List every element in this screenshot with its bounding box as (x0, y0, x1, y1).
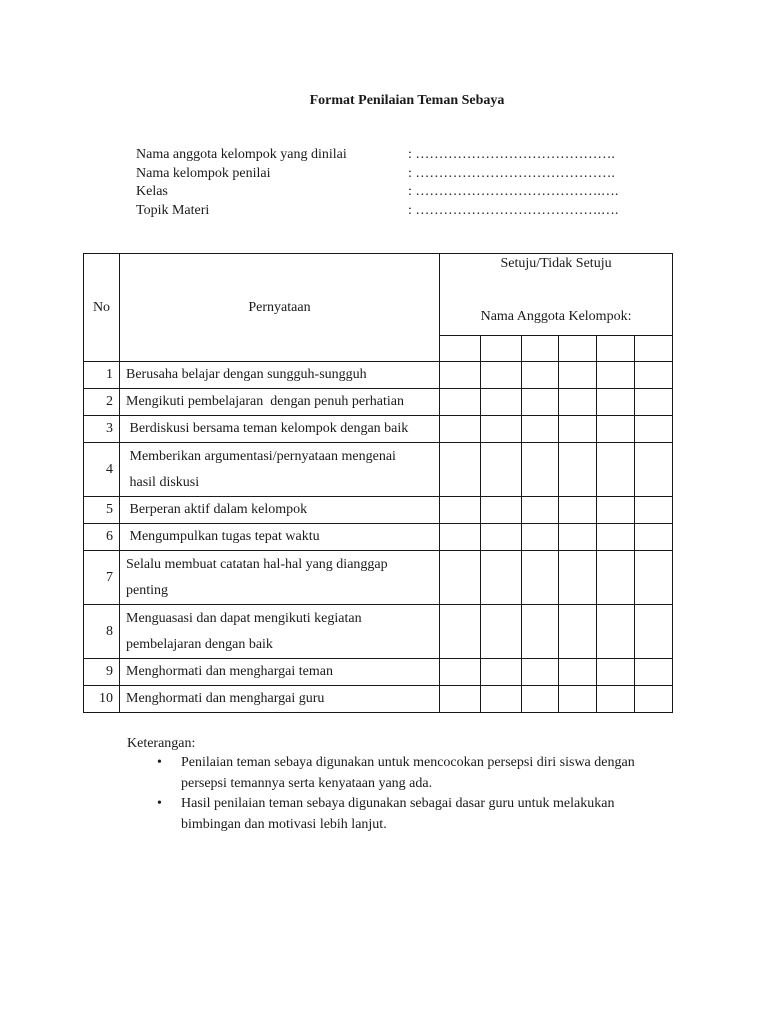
table-row (84, 659, 673, 686)
table-row (84, 497, 673, 524)
rating-cell[interactable] (440, 524, 481, 551)
rating-cell[interactable] (597, 497, 635, 524)
rating-cell[interactable] (559, 524, 597, 551)
rating-cell[interactable] (635, 416, 673, 443)
row-number: 5 (84, 497, 120, 524)
row-number: 1 (84, 362, 120, 389)
table-header-row (84, 254, 673, 336)
notes-title: Keterangan: (127, 736, 196, 751)
rating-cell[interactable] (635, 524, 673, 551)
rating-cell[interactable] (481, 659, 522, 686)
rating-cell[interactable] (481, 686, 522, 713)
note-line: persepsi temannya serta kenyataan yang ada. (181, 775, 433, 791)
statement-line: Berperan aktif dalam kelompok (126, 502, 308, 517)
notes-list (127, 753, 687, 835)
rating-cell[interactable] (559, 497, 597, 524)
statement-line: Menguasasi dan dapat mengikuti kegiatan (126, 610, 362, 626)
rating-cell[interactable] (635, 605, 673, 659)
list-item (127, 794, 687, 835)
statement-cell (120, 524, 440, 551)
header-members-label: Nama Anggota Kelompok: (480, 309, 632, 324)
row-number: 6 (84, 524, 120, 551)
row-number: 9 (84, 659, 120, 686)
member-column-4[interactable] (559, 336, 597, 362)
rating-cell[interactable] (597, 416, 635, 443)
table-row (84, 605, 673, 659)
note-line: bimbingan dan motivasi lebih lanjut. (181, 816, 387, 832)
rating-cell[interactable] (522, 659, 559, 686)
rating-cell[interactable] (559, 443, 597, 497)
document-title: Format Penilaian Teman Sebaya (309, 93, 505, 108)
statement-line: Memberikan argumentasi/pernyataan mengenai (126, 448, 396, 464)
assessment-table (83, 253, 673, 713)
member-column-5[interactable] (597, 336, 635, 362)
statement-cell (120, 389, 440, 416)
rating-cell[interactable] (559, 551, 597, 605)
note-line: Penilaian teman sebaya digunakan untuk mencocokan persepsi diri siswa dengan (181, 755, 635, 770)
table-row (84, 551, 673, 605)
rating-cell[interactable] (522, 524, 559, 551)
rating-cell[interactable] (440, 362, 481, 389)
statement-line: Menghormati dan menghargai teman (126, 664, 333, 679)
note-line: Hasil penilaian teman sebaya digunakan sebagai dasar guru untuk melakukan (181, 796, 615, 811)
member-column-6[interactable] (635, 336, 673, 362)
info-blank: : ……………………………………. (408, 165, 615, 181)
statement-cell (120, 443, 440, 497)
rating-cell[interactable] (635, 443, 673, 497)
rating-cell[interactable] (635, 362, 673, 389)
rating-cell[interactable] (597, 524, 635, 551)
rating-cell[interactable] (522, 416, 559, 443)
info-blank: : ……………………………………. (408, 147, 615, 162)
rating-cell[interactable] (440, 416, 481, 443)
statement-line: Berdiskusi bersama teman kelompok dengan baik (126, 421, 409, 436)
row-number: 2 (84, 389, 120, 416)
info-blank: : ………………………………….…. (408, 184, 619, 199)
rating-cell[interactable] (440, 605, 481, 659)
rating-cell[interactable] (597, 659, 635, 686)
rating-cell[interactable] (481, 416, 522, 443)
statement-cell (120, 659, 440, 686)
rating-cell[interactable] (597, 443, 635, 497)
header-agree (440, 254, 673, 336)
row-number: 7 (84, 551, 120, 605)
rating-cell[interactable] (597, 362, 635, 389)
rating-cell[interactable] (597, 389, 635, 416)
rating-cell[interactable] (522, 443, 559, 497)
table-row (84, 362, 673, 389)
table-row (84, 524, 673, 551)
statement-line: Mengikuti pembelajaran dengan penuh perhatian (126, 394, 404, 409)
statement-line: Selalu membuat catatan hal-hal yang dianggap (126, 556, 388, 572)
rating-cell[interactable] (522, 497, 559, 524)
rating-cell[interactable] (481, 497, 522, 524)
rating-cell[interactable] (481, 605, 522, 659)
row-number: 10 (84, 686, 120, 713)
statement-line: Berusaha belajar dengan sungguh-sungguh (126, 367, 367, 382)
info-row-member-name (136, 146, 618, 165)
rating-cell[interactable] (559, 686, 597, 713)
member-column-1[interactable] (440, 336, 481, 362)
rating-cell[interactable] (559, 416, 597, 443)
rating-cell[interactable] (597, 686, 635, 713)
rating-cell[interactable] (559, 389, 597, 416)
statement-line: pembelajaran dengan baik (126, 636, 273, 652)
rating-cell[interactable] (522, 362, 559, 389)
rating-cell[interactable] (481, 551, 522, 605)
member-column-2[interactable] (481, 336, 522, 362)
rating-cell[interactable] (559, 362, 597, 389)
member-column-3[interactable] (522, 336, 559, 362)
rating-cell[interactable] (597, 605, 635, 659)
rating-cell[interactable] (635, 551, 673, 605)
info-row-class (136, 183, 618, 202)
header-agree-label: Setuju/Tidak Setuju (500, 256, 612, 271)
rating-cell[interactable] (440, 551, 481, 605)
info-label: Kelas (136, 184, 168, 199)
rating-cell[interactable] (440, 389, 481, 416)
row-number: 8 (84, 605, 120, 659)
bullet-icon: • (157, 755, 162, 770)
row-number: 3 (84, 416, 120, 443)
statement-cell (120, 362, 440, 389)
rating-cell[interactable] (481, 524, 522, 551)
rating-cell[interactable] (635, 497, 673, 524)
rating-cell[interactable] (522, 389, 559, 416)
header-statement: Pernyataan (120, 254, 440, 362)
table-row (84, 416, 673, 443)
bullet-icon: • (157, 796, 162, 811)
rating-cell[interactable] (522, 686, 559, 713)
statement-cell (120, 686, 440, 713)
list-item (127, 753, 687, 794)
statement-line: Mengumpulkan tugas tepat waktu (126, 529, 320, 544)
table-row (84, 389, 673, 416)
statement-line: Menghormati dan menghargai guru (126, 691, 325, 706)
rating-cell[interactable] (440, 686, 481, 713)
rating-cell[interactable] (440, 659, 481, 686)
info-row-assessor-group (136, 165, 618, 184)
rating-cell[interactable] (635, 659, 673, 686)
statement-cell (120, 551, 440, 605)
info-label: Topik Materi (136, 202, 210, 218)
header-no: No (84, 254, 120, 362)
info-row-topic (136, 202, 618, 221)
rating-cell[interactable] (522, 605, 559, 659)
table-row (84, 443, 673, 497)
rating-cell[interactable] (481, 443, 522, 497)
statement-cell (120, 605, 440, 659)
info-label: Nama anggota kelompok yang dinilai (136, 147, 347, 162)
rating-cell[interactable] (635, 686, 673, 713)
rating-cell[interactable] (440, 497, 481, 524)
notes-section (127, 735, 687, 835)
rating-cell[interactable] (635, 389, 673, 416)
statement-cell (120, 416, 440, 443)
rating-cell[interactable] (559, 605, 597, 659)
rating-cell[interactable] (559, 659, 597, 686)
rating-cell[interactable] (440, 443, 481, 497)
statement-line: hasil diskusi (126, 474, 200, 490)
info-label: Nama kelompok penilai (136, 165, 271, 181)
rating-cell[interactable] (481, 389, 522, 416)
row-number: 4 (84, 443, 120, 497)
table-row (84, 686, 673, 713)
statement-line: penting (126, 582, 168, 598)
rating-cell[interactable] (522, 551, 559, 605)
statement-cell (120, 497, 440, 524)
rating-cell[interactable] (481, 362, 522, 389)
info-blank: : ………………………………….…. (408, 202, 619, 218)
rating-cell[interactable] (597, 551, 635, 605)
identity-fields (136, 146, 618, 220)
